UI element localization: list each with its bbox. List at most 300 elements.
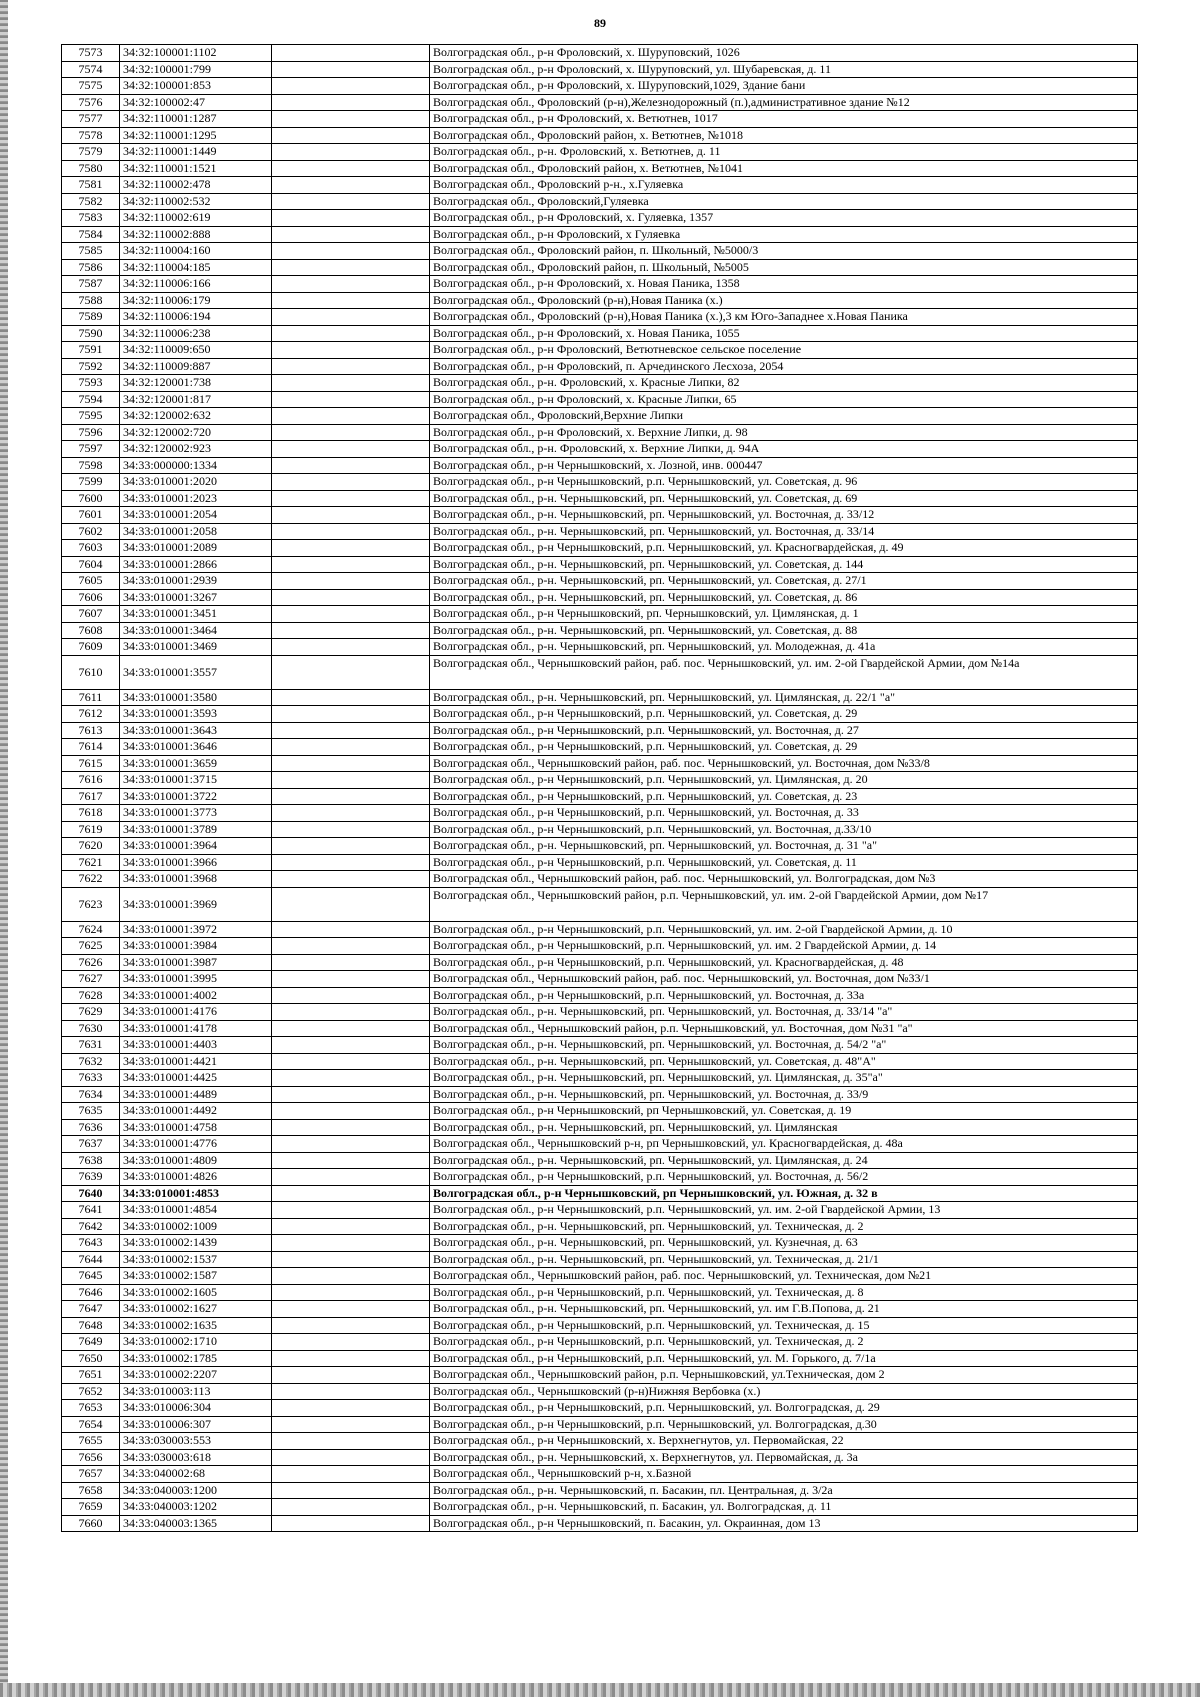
- table-row: [62, 1119, 1138, 1136]
- blank-cell: [272, 622, 430, 639]
- cadastral-number: 34:32:110006:238: [120, 325, 272, 342]
- cadastral-number: 34:33:010001:2939: [120, 573, 272, 590]
- cadastral-number: 34:33:010001:3966: [120, 854, 272, 871]
- address: Волгоградская обл., Чернышковский район, раб. пос. Чернышковский, ул. Восточная, дом №33/8: [430, 755, 1138, 772]
- row-number: 7595: [62, 408, 120, 425]
- blank-cell: [272, 854, 430, 871]
- cadastral-number: 34:32:110002:619: [120, 210, 272, 227]
- cadastral-number: 34:33:010002:1009: [120, 1218, 272, 1235]
- address: Волгоградская обл., р-н. Чернышковский, рп. Чернышковский, ул. Цимлянская, д. 24: [430, 1152, 1138, 1169]
- cadastral-number: 34:33:010002:1439: [120, 1235, 272, 1252]
- address: Волгоградская обл., р-н Чернышковский, р.п. Чернышковский, ул. Восточная, д. 27: [430, 722, 1138, 739]
- row-number: 7622: [62, 871, 120, 888]
- table-row: [62, 755, 1138, 772]
- address: Волгоградская обл., р-н. Чернышковский, рп. Чернышковский, ул. Цимлянская: [430, 1119, 1138, 1136]
- cadastral-number: 34:32:120001:738: [120, 375, 272, 392]
- blank-cell: [272, 457, 430, 474]
- table-row: [62, 706, 1138, 723]
- table-row: [62, 722, 1138, 739]
- row-number: 7616: [62, 772, 120, 789]
- table-row: [62, 325, 1138, 342]
- address: Волгоградская обл., р-н. Чернышковский, рп. Чернышковский, ул. Советская, д. 86: [430, 589, 1138, 606]
- row-number: 7586: [62, 259, 120, 276]
- table-row: [62, 309, 1138, 326]
- row-number: 7651: [62, 1367, 120, 1384]
- blank-cell: [272, 78, 430, 95]
- table-row: [62, 160, 1138, 177]
- row-number: 7623: [62, 887, 120, 921]
- blank-cell: [272, 1004, 430, 1021]
- cadastral-number: 34:32:110006:166: [120, 276, 272, 293]
- table-row: [62, 887, 1138, 921]
- table-row: [62, 954, 1138, 971]
- table-row: [62, 540, 1138, 557]
- cadastral-number: 34:33:010001:3789: [120, 821, 272, 838]
- blank-cell: [272, 639, 430, 656]
- blank-cell: [272, 971, 430, 988]
- blank-cell: [272, 1433, 430, 1450]
- table-row: [62, 921, 1138, 938]
- address: Волгоградская обл., р-н. Чернышковский, п. Басакин, пл. Центральная, д. 3/2а: [430, 1482, 1138, 1499]
- table-row: [62, 838, 1138, 855]
- cadastral-number: 34:33:010001:3451: [120, 606, 272, 623]
- row-number: 7602: [62, 523, 120, 540]
- table-row: [62, 375, 1138, 392]
- blank-cell: [272, 805, 430, 822]
- address: Волгоградская обл., Фроловский (р-н),Новая Паника (х.): [430, 292, 1138, 309]
- address: Волгоградская обл., р-н Фроловский, х. Шуруповский, 1026: [430, 45, 1138, 62]
- cadastral-number: 34:33:010001:4176: [120, 1004, 272, 1021]
- row-number: 7641: [62, 1202, 120, 1219]
- table-row: [62, 971, 1138, 988]
- row-number: 7637: [62, 1136, 120, 1153]
- address: Волгоградская обл., р-н. Фроловский, х. Красные Липки, 82: [430, 375, 1138, 392]
- cadastral-number: 34:33:010001:4002: [120, 987, 272, 1004]
- table-row: [62, 342, 1138, 359]
- cadastral-number: 34:33:040003:1202: [120, 1499, 272, 1516]
- table-row: [62, 177, 1138, 194]
- cadastral-number: 34:32:120002:923: [120, 441, 272, 458]
- address: Волгоградская обл., р-н Фроловский, х. Верхние Липки, д. 98: [430, 424, 1138, 441]
- row-number: 7596: [62, 424, 120, 441]
- address: Волгоградская обл., р-н Чернышковский, р.п. Чернышковский, ул. Волгоградская, д.30: [430, 1416, 1138, 1433]
- row-number: 7639: [62, 1169, 120, 1186]
- cadastral-number: 34:32:110006:194: [120, 309, 272, 326]
- cadastral-number: 34:32:120001:817: [120, 391, 272, 408]
- row-number: 7620: [62, 838, 120, 855]
- cadastral-number: 34:33:010001:3580: [120, 689, 272, 706]
- address: Волгоградская обл., Чернышковский р-н, х.Базной: [430, 1466, 1138, 1483]
- blank-cell: [272, 1416, 430, 1433]
- blank-cell: [272, 1383, 430, 1400]
- table-row: [62, 639, 1138, 656]
- table-row: [62, 1400, 1138, 1417]
- blank-cell: [272, 193, 430, 210]
- table-row: [62, 1367, 1138, 1384]
- blank-cell: [272, 1136, 430, 1153]
- blank-cell: [272, 788, 430, 805]
- cadastral-number: 34:33:010002:1627: [120, 1301, 272, 1318]
- table-row: [62, 1202, 1138, 1219]
- cadastral-number: 34:33:040002:68: [120, 1466, 272, 1483]
- table-row: [62, 144, 1138, 161]
- row-number: 7581: [62, 177, 120, 194]
- row-number: 7585: [62, 243, 120, 260]
- cadastral-number: 34:33:030003:553: [120, 1433, 272, 1450]
- blank-cell: [272, 739, 430, 756]
- cadastral-number: 34:33:010001:4178: [120, 1020, 272, 1037]
- blank-cell: [272, 938, 430, 955]
- address: Волгоградская обл., р-н Чернышковский, р.п. Чернышковский, ул. Восточная, д. 33а: [430, 987, 1138, 1004]
- table-row: [62, 1020, 1138, 1037]
- row-number: 7628: [62, 987, 120, 1004]
- cadastral-number: 34:32:110001:1295: [120, 127, 272, 144]
- address: Волгоградская обл., р-н. Чернышковский, рп. Чернышковский, ул. Восточная, д. 33/14: [430, 523, 1138, 540]
- row-number: 7626: [62, 954, 120, 971]
- table-row: [62, 1449, 1138, 1466]
- blank-cell: [272, 655, 430, 689]
- blank-cell: [272, 1284, 430, 1301]
- address: Волгоградская обл., р-н Чернышковский, р.п. Чернышковский, ул. Красногвардейская, д. 48: [430, 954, 1138, 971]
- blank-cell: [272, 474, 430, 491]
- row-number: 7599: [62, 474, 120, 491]
- blank-cell: [272, 556, 430, 573]
- address: Волгоградская обл., р-н Фроловский, п. Арчединского Лесхоза, 2054: [430, 358, 1138, 375]
- table-row: [62, 441, 1138, 458]
- blank-cell: [272, 1400, 430, 1417]
- address: Волгоградская обл., р-н Чернышковский, р.п. Чернышковский, ул. Советская, д. 29: [430, 706, 1138, 723]
- cadastral-number: 34:32:110002:888: [120, 226, 272, 243]
- row-number: 7578: [62, 127, 120, 144]
- cadastral-number: 34:33:010001:4421: [120, 1053, 272, 1070]
- cadastral-number: 34:33:040003:1365: [120, 1515, 272, 1532]
- cadastral-number: 34:32:110001:1449: [120, 144, 272, 161]
- table-row: [62, 606, 1138, 623]
- cadastral-number: 34:33:010006:304: [120, 1400, 272, 1417]
- row-number: 7657: [62, 1466, 120, 1483]
- cadastral-number: 34:33:010002:2207: [120, 1367, 272, 1384]
- row-number: 7575: [62, 78, 120, 95]
- cadastral-number: 34:33:040003:1200: [120, 1482, 272, 1499]
- address: Волгоградская обл., р-н Чернышковский, р.п. Чернышковский, ул. Советская, д. 11: [430, 854, 1138, 871]
- cadastral-number: 34:33:010001:3987: [120, 954, 272, 971]
- cadastral-number: 34:33:010001:3984: [120, 938, 272, 955]
- cadastral-number: 34:32:100001:853: [120, 78, 272, 95]
- address: Волгоградская обл., Фроловский (р-н),Новая Паника (х.),3 км Юго-Западнее х.Новая Паника: [430, 309, 1138, 326]
- blank-cell: [272, 1020, 430, 1037]
- table-row: [62, 788, 1138, 805]
- table-row: [62, 1383, 1138, 1400]
- cadastral-number: 34:33:010002:1785: [120, 1350, 272, 1367]
- address: Волгоградская обл., Чернышковский район, раб. пос. Чернышковский, ул. Восточная, дом №33/1: [430, 971, 1138, 988]
- address: Волгоградская обл., р-н Фроловский, х. Шуруповский, ул. Шубаревская, д. 11: [430, 61, 1138, 78]
- cadastral-number: 34:32:110009:887: [120, 358, 272, 375]
- blank-cell: [272, 1334, 430, 1351]
- address: Волгоградская обл., р-н Фроловский, х. Гуляевка, 1357: [430, 210, 1138, 227]
- address: Волгоградская обл., Чернышковский р-н, рп Чернышковский, ул. Красногвардейская, д. 48а: [430, 1136, 1138, 1153]
- row-number: 7597: [62, 441, 120, 458]
- cadastral-number: 34:33:010001:3968: [120, 871, 272, 888]
- row-number: 7587: [62, 276, 120, 293]
- address: Волгоградская обл., р-н Чернышковский, х. Верхнегнутов, ул. Первомайская, 22: [430, 1433, 1138, 1450]
- row-number: 7654: [62, 1416, 120, 1433]
- row-number: 7589: [62, 309, 120, 326]
- table-row: [62, 292, 1138, 309]
- address: Волгоградская обл., р-н. Чернышковский, х. Верхнегнутов, ул. Первомайская, д. 3а: [430, 1449, 1138, 1466]
- table-row: [62, 259, 1138, 276]
- address: Волгоградская обл., р-н. Чернышковский, рп. Чернышковский, ул. Цимлянская, д. 35"а": [430, 1070, 1138, 1087]
- address: Волгоградская обл., р-н. Чернышковский, рп. Чернышковский, ул. Цимлянская, д. 22/1 "а": [430, 689, 1138, 706]
- address: Волгоградская обл., р-н. Чернышковский, рп. Чернышковский, ул. Советская, д. 48"А": [430, 1053, 1138, 1070]
- blank-cell: [272, 391, 430, 408]
- table-row: [62, 938, 1138, 955]
- cadastral-number: 34:33:010001:3464: [120, 622, 272, 639]
- blank-cell: [272, 821, 430, 838]
- blank-cell: [272, 1119, 430, 1136]
- cadastral-number: 34:33:010001:2020: [120, 474, 272, 491]
- blank-cell: [272, 358, 430, 375]
- address: Волгоградская обл., Чернышковский район, р.п. Чернышковский, ул. им. 2-ой Гвардейской Армии, дом №17: [430, 887, 1138, 921]
- row-number: 7621: [62, 854, 120, 871]
- cadastral-number: 34:33:010002:1635: [120, 1317, 272, 1334]
- table-row: [62, 408, 1138, 425]
- address: Волгоградская обл., р-н Фроловский, х. Ветютнев, 1017: [430, 111, 1138, 128]
- cadastral-number: 34:33:010001:3715: [120, 772, 272, 789]
- table-row: [62, 1301, 1138, 1318]
- address: Волгоградская обл., р-н Фроловский, Ветютневское сельское поселение: [430, 342, 1138, 359]
- row-number: 7642: [62, 1218, 120, 1235]
- blank-cell: [272, 1235, 430, 1252]
- address: Волгоградская обл., р-н Чернышковский, х. Лозной, инв. 000447: [430, 457, 1138, 474]
- blank-cell: [272, 210, 430, 227]
- address: Волгоградская обл., р-н. Чернышковский, рп. Чернышковский, ул. Восточная, д. 31 "а": [430, 838, 1138, 855]
- blank-cell: [272, 954, 430, 971]
- row-number: 7643: [62, 1235, 120, 1252]
- table-row: [62, 1268, 1138, 1285]
- table-row: [62, 772, 1138, 789]
- cadastral-number: 34:32:110001:1521: [120, 160, 272, 177]
- blank-cell: [272, 276, 430, 293]
- cadastral-number: 34:33:010002:1605: [120, 1284, 272, 1301]
- blank-cell: [272, 177, 430, 194]
- table-row: [62, 589, 1138, 606]
- table-row: [62, 507, 1138, 524]
- address: Волгоградская обл., р-н Чернышковский, р.п. Чернышковский, ул. Восточная, д.33/10: [430, 821, 1138, 838]
- address: Волгоградская обл., р-н. Чернышковский, рп. Чернышковский, ул. Советская, д. 144: [430, 556, 1138, 573]
- blank-cell: [272, 441, 430, 458]
- row-number: 7635: [62, 1103, 120, 1120]
- cadastral-number: 34:33:010001:4758: [120, 1119, 272, 1136]
- row-number: 7604: [62, 556, 120, 573]
- address: Волгоградская обл., р-н Фроловский, х. Шуруповский,1029, Здание бани: [430, 78, 1138, 95]
- row-number: 7647: [62, 1301, 120, 1318]
- address: Волгоградская обл., р-н. Чернышковский, рп. Чернышковский, ул. Восточная, д. 33/14 "а": [430, 1004, 1138, 1021]
- cadastral-number: 34:33:010001:3646: [120, 739, 272, 756]
- blank-cell: [272, 838, 430, 855]
- cadastral-number: 34:32:110001:1287: [120, 111, 272, 128]
- row-number: 7603: [62, 540, 120, 557]
- cadastral-number: 34:33:010001:3659: [120, 755, 272, 772]
- blank-cell: [272, 94, 430, 111]
- row-number: 7573: [62, 45, 120, 62]
- row-number: 7629: [62, 1004, 120, 1021]
- row-number: 7636: [62, 1119, 120, 1136]
- address: Волгоградская обл., Фроловский,Гуляевка: [430, 193, 1138, 210]
- address: Волгоградская обл., р-н. Чернышковский, рп. Чернышковский, ул. им Г.В.Попова, д. 21: [430, 1301, 1138, 1318]
- address: Волгоградская обл., р-н Чернышковский, рп Чернышковский, ул. Южная, д. 32 в: [430, 1185, 1138, 1202]
- row-number: 7617: [62, 788, 120, 805]
- cadastral-number: 34:33:010001:4854: [120, 1202, 272, 1219]
- address: Волгоградская обл., Фроловский район, п. Школьный, №5005: [430, 259, 1138, 276]
- row-number: 7576: [62, 94, 120, 111]
- table-row: [62, 821, 1138, 838]
- cadastral-number: 34:32:120002:632: [120, 408, 272, 425]
- blank-cell: [272, 1185, 430, 1202]
- address: Волгоградская обл., р-н Чернышковский, р.п. Чернышковский, ул. им. 2-ой Гвардейской Армии, д. 10: [430, 921, 1138, 938]
- cadastral-number: 34:33:010001:2023: [120, 490, 272, 507]
- cadastral-number: 34:33:010002:1587: [120, 1268, 272, 1285]
- address: Волгоградская обл., Фроловский р-н., х.Гуляевка: [430, 177, 1138, 194]
- cadastral-number: 34:33:010001:4826: [120, 1169, 272, 1186]
- blank-cell: [272, 144, 430, 161]
- table-row: [62, 1317, 1138, 1334]
- row-number: 7591: [62, 342, 120, 359]
- table-row: [62, 127, 1138, 144]
- address: Волгоградская обл., Чернышковский район, р.п. Чернышковский, ул. Восточная, дом №31 "а": [430, 1020, 1138, 1037]
- blank-cell: [272, 61, 430, 78]
- blank-cell: [272, 160, 430, 177]
- table-row: [62, 193, 1138, 210]
- blank-cell: [272, 722, 430, 739]
- cadastral-number: 34:33:010001:3773: [120, 805, 272, 822]
- table-row: [62, 457, 1138, 474]
- row-number: 7618: [62, 805, 120, 822]
- row-number: 7656: [62, 1449, 120, 1466]
- cadastral-number: 34:32:100001:1102: [120, 45, 272, 62]
- blank-cell: [272, 689, 430, 706]
- row-number: 7615: [62, 755, 120, 772]
- table-row: [62, 1053, 1138, 1070]
- address: Волгоградская обл., Чернышковский район, раб. пос. Чернышковский, ул. Волгоградская, дом №3: [430, 871, 1138, 888]
- blank-cell: [272, 490, 430, 507]
- blank-cell: [272, 375, 430, 392]
- table-row: [62, 276, 1138, 293]
- cadastral-number: 34:33:010001:4776: [120, 1136, 272, 1153]
- row-number: 7598: [62, 457, 120, 474]
- cadastral-number: 34:32:110002:532: [120, 193, 272, 210]
- blank-cell: [272, 755, 430, 772]
- row-number: 7633: [62, 1070, 120, 1087]
- blank-cell: [272, 706, 430, 723]
- address: Волгоградская обл., Чернышковский район, раб. пос. Чернышковский, ул. Техническая, дом №21: [430, 1268, 1138, 1285]
- table-row: [62, 424, 1138, 441]
- address: Волгоградская обл., р-н. Чернышковский, рп. Чернышковский, ул. Восточная, д. 33/12: [430, 507, 1138, 524]
- address: Волгоградская обл., р-н Чернышковский, р.п. Чернышковский, ул. М. Горького, д. 7/1а: [430, 1350, 1138, 1367]
- blank-cell: [272, 871, 430, 888]
- blank-cell: [272, 1350, 430, 1367]
- blank-cell: [272, 243, 430, 260]
- row-number: 7580: [62, 160, 120, 177]
- cadastral-number: 34:32:120002:720: [120, 424, 272, 441]
- row-number: 7609: [62, 639, 120, 656]
- blank-cell: [272, 111, 430, 128]
- blank-cell: [272, 1499, 430, 1516]
- blank-cell: [272, 45, 430, 62]
- row-number: 7634: [62, 1086, 120, 1103]
- table-row: [62, 556, 1138, 573]
- row-number: 7632: [62, 1053, 120, 1070]
- address: Волгоградская обл., р-н Чернышковский, р.п. Чернышковский, ул. Восточная, д. 56/2: [430, 1169, 1138, 1186]
- table-row: [62, 1334, 1138, 1351]
- cadastral-number: 34:32:100001:799: [120, 61, 272, 78]
- cadastral-number: 34:33:010001:2058: [120, 523, 272, 540]
- cadastral-number: 34:32:110004:160: [120, 243, 272, 260]
- blank-cell: [272, 325, 430, 342]
- table-row: [62, 78, 1138, 95]
- blank-cell: [272, 921, 430, 938]
- address: Волгоградская обл., р-н. Чернышковский, рп. Чернышковский, ул. Восточная, д. 54/2 "а": [430, 1037, 1138, 1054]
- row-number: 7614: [62, 739, 120, 756]
- table-row: [62, 358, 1138, 375]
- table-row: [62, 1136, 1138, 1153]
- table-row: [62, 94, 1138, 111]
- blank-cell: [272, 1152, 430, 1169]
- cadastral-number: 34:33:010001:3722: [120, 788, 272, 805]
- cadastral-number: 34:33:010001:2089: [120, 540, 272, 557]
- row-number: 7644: [62, 1251, 120, 1268]
- table-row: [62, 1152, 1138, 1169]
- cadastral-number: 34:33:010001:4489: [120, 1086, 272, 1103]
- table-row: [62, 1218, 1138, 1235]
- table-row: [62, 622, 1138, 639]
- table-row: [62, 490, 1138, 507]
- row-number: 7660: [62, 1515, 120, 1532]
- blank-cell: [272, 987, 430, 1004]
- row-number: 7658: [62, 1482, 120, 1499]
- address: Волгоградская обл., р-н Чернышковский, р.п. Чернышковский, ул. Советская, д. 96: [430, 474, 1138, 491]
- cadastral-number: 34:33:010001:3969: [120, 887, 272, 921]
- row-number: 7631: [62, 1037, 120, 1054]
- row-number: 7619: [62, 821, 120, 838]
- cadastral-number: 34:33:010001:3593: [120, 706, 272, 723]
- address: Волгоградская обл., р-н. Чернышковский, рп. Чернышковский, ул. Техническая, д. 21/1: [430, 1251, 1138, 1268]
- row-number: 7582: [62, 193, 120, 210]
- blank-cell: [272, 1169, 430, 1186]
- address: Волгоградская обл., р-н Чернышковский, р.п. Чернышковский, ул. Советская, д. 29: [430, 739, 1138, 756]
- blank-cell: [272, 1053, 430, 1070]
- table-row: [62, 1169, 1138, 1186]
- address: Волгоградская обл., р-н Чернышковский, р.п. Чернышковский, ул. Восточная, д. 33: [430, 805, 1138, 822]
- cadastral-number: 34:33:010001:3267: [120, 589, 272, 606]
- cadastral-number: 34:33:030003:618: [120, 1449, 272, 1466]
- registry-body: [62, 45, 1138, 1532]
- address: Волгоградская обл., Фроловский район, х. Ветютнев, №1018: [430, 127, 1138, 144]
- cadastral-number: 34:33:010001:3643: [120, 722, 272, 739]
- address: Волгоградская обл., р-н Фроловский, х Гуляевка: [430, 226, 1138, 243]
- blank-cell: [272, 772, 430, 789]
- cadastral-number: 34:33:010001:4425: [120, 1070, 272, 1087]
- row-number: 7592: [62, 358, 120, 375]
- blank-cell: [272, 1268, 430, 1285]
- blank-cell: [272, 1301, 430, 1318]
- address: Волгоградская обл., Фроловский район, х. Ветютнев, №1041: [430, 160, 1138, 177]
- address: Волгоградская обл., р-н Фроловский, х. Красные Липки, 65: [430, 391, 1138, 408]
- address: Волгоградская обл., р-н Чернышковский, р.п. Чернышковский, ул. им. 2-ой Гвардейской Армии, 13: [430, 1202, 1138, 1219]
- address: Волгоградская обл., р-н Чернышковский, р.п. Чернышковский, ул. Техническая, д. 15: [430, 1317, 1138, 1334]
- table-row: [62, 1086, 1138, 1103]
- row-number: 7608: [62, 622, 120, 639]
- row-number: 7638: [62, 1152, 120, 1169]
